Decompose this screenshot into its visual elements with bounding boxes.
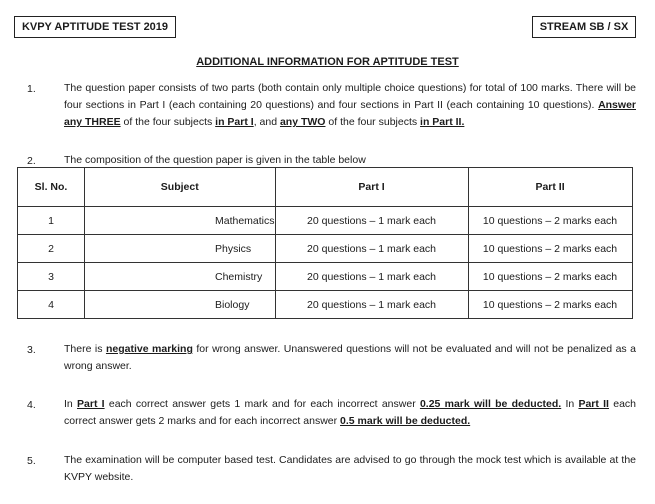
table-cell: 2	[18, 235, 85, 263]
item-1-number: 1.	[27, 83, 36, 95]
table-header: Sl. No.	[18, 168, 85, 207]
table-header: Part II	[468, 168, 632, 207]
table-header-row	[18, 168, 633, 207]
item-5-number: 5.	[27, 455, 36, 467]
table-cell: 10 questions – 2 marks each	[468, 235, 632, 263]
table-cell: 1	[18, 207, 85, 235]
table-cell: 10 questions – 2 marks each	[468, 207, 632, 235]
table-cell: 20 questions – 1 mark each	[275, 207, 468, 235]
table-cell: 4	[18, 291, 85, 319]
table-row	[18, 207, 633, 235]
table-row	[18, 291, 633, 319]
table-cell: Physics	[85, 235, 276, 263]
table-row	[18, 263, 633, 291]
table-cell: 3	[18, 263, 85, 291]
item-4-number: 4.	[27, 399, 36, 411]
table-row	[18, 235, 633, 263]
page-title: ADDITIONAL INFORMATION FOR APTITUDE TEST	[196, 56, 459, 68]
item-3-number: 3.	[27, 344, 36, 356]
header-stream: STREAM SB / SX	[532, 16, 636, 38]
item-2-number: 2.	[27, 155, 36, 167]
item-3-text: There is negative marking for wrong answer. Unanswered questions will not be evaluated and will not be penalized as a wrong answer.	[64, 343, 636, 372]
item-4-text: In Part I each correct answer gets 1 mark and for each incorrect answer 0.25 mark will be deducted. In Part II each correct answer gets 2 marks and for each incorrect answer 0.5 mark will be deducted.	[64, 398, 636, 427]
item-1-text: The question paper consists of two parts (both contain only multiple choice questions) for total of 100 marks. There will be four sections in Part I (each containing 20 questions) and four sections in Part II (each containing 10 questions). Answer any THREE of the four subjects in Part I, and any TWO of the four subjects in Part II.	[64, 82, 636, 128]
header-test-name: KVPY APTITUDE TEST 2019	[14, 16, 176, 38]
table-header: Part I	[275, 168, 468, 207]
table-cell: 10 questions – 2 marks each	[468, 263, 632, 291]
table-cell: 20 questions – 1 mark each	[275, 235, 468, 263]
table-cell: 10 questions – 2 marks each	[468, 291, 632, 319]
composition-table	[17, 167, 633, 319]
table-cell: 20 questions – 1 mark each	[275, 291, 468, 319]
table-header: Subject	[85, 168, 276, 207]
table-cell: 20 questions – 1 mark each	[275, 263, 468, 291]
item-2-text: The composition of the question paper is given in the table below	[64, 154, 366, 166]
table-cell: Biology	[85, 291, 276, 319]
table-cell: Mathematics	[85, 207, 276, 235]
item-5-text: The examination will be computer based test. Candidates are advised to go through the mock test which is available at the KVPY website.	[64, 454, 636, 483]
table-cell: Chemistry	[85, 263, 276, 291]
